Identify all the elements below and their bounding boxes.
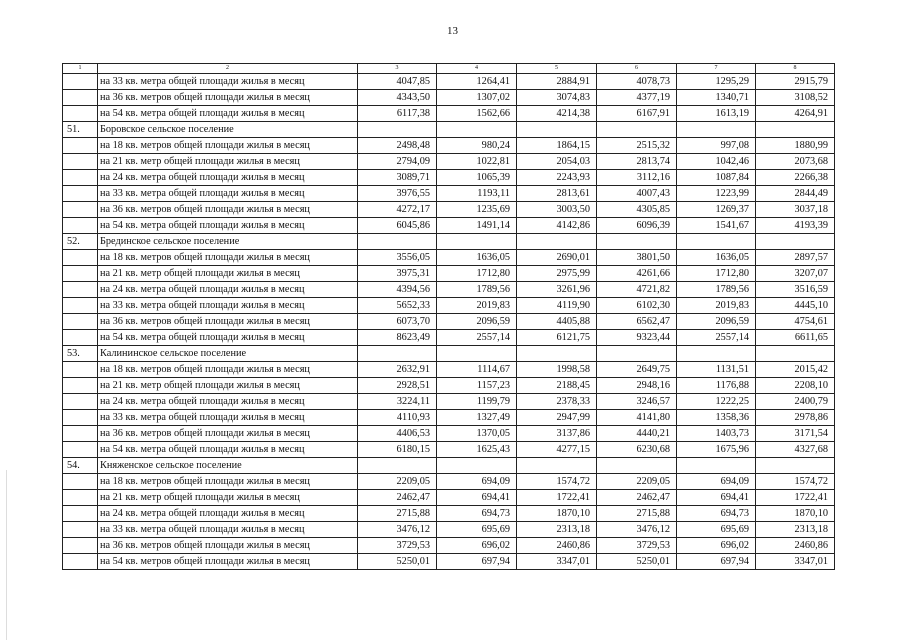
value-cell bbox=[677, 234, 756, 250]
value-cell: 9323,44 bbox=[597, 330, 677, 346]
row-index bbox=[63, 314, 98, 330]
column-number-row bbox=[63, 64, 835, 74]
row-label: на 21 кв. метр общей площади жилья в месяц bbox=[98, 490, 358, 506]
value-cell: 2460,86 bbox=[517, 538, 597, 554]
value-cell: 4261,66 bbox=[597, 266, 677, 282]
value-cell: 3037,18 bbox=[756, 202, 835, 218]
value-cell: 6180,15 bbox=[358, 442, 437, 458]
table-row bbox=[63, 154, 835, 170]
value-cell: 1870,10 bbox=[756, 506, 835, 522]
value-cell: 6073,70 bbox=[358, 314, 437, 330]
value-cell: 3729,53 bbox=[358, 538, 437, 554]
value-cell: 2715,88 bbox=[597, 506, 677, 522]
value-cell: 4047,85 bbox=[358, 74, 437, 90]
row-index bbox=[63, 330, 98, 346]
value-cell: 1712,80 bbox=[437, 266, 517, 282]
value-cell bbox=[756, 346, 835, 362]
table-row bbox=[63, 506, 835, 522]
value-cell: 2054,03 bbox=[517, 154, 597, 170]
value-cell: 3137,86 bbox=[517, 426, 597, 442]
value-cell bbox=[517, 122, 597, 138]
value-cell: 2019,83 bbox=[677, 298, 756, 314]
value-cell: 6230,68 bbox=[597, 442, 677, 458]
value-cell: 1864,15 bbox=[517, 138, 597, 154]
row-index bbox=[63, 218, 98, 234]
value-cell: 3246,57 bbox=[597, 394, 677, 410]
row-label: на 33 кв. метра общей площади жилья в месяц bbox=[98, 410, 358, 426]
row-label: на 33 кв. метра общей площади жилья в месяц bbox=[98, 186, 358, 202]
value-cell: 1613,19 bbox=[677, 106, 756, 122]
value-cell: 2649,75 bbox=[597, 362, 677, 378]
value-cell: 1675,96 bbox=[677, 442, 756, 458]
table-row bbox=[63, 378, 835, 394]
value-cell: 694,73 bbox=[437, 506, 517, 522]
row-index bbox=[63, 170, 98, 186]
value-cell: 1636,05 bbox=[677, 250, 756, 266]
value-cell: 6611,65 bbox=[756, 330, 835, 346]
row-label: на 54 кв. метра общей площади жилья в месяц bbox=[98, 442, 358, 458]
value-cell: 2462,47 bbox=[597, 490, 677, 506]
value-cell: 4141,80 bbox=[597, 410, 677, 426]
value-cell: 694,09 bbox=[437, 474, 517, 490]
table-row bbox=[63, 282, 835, 298]
table-row bbox=[63, 170, 835, 186]
section-header-row bbox=[63, 234, 835, 250]
row-index bbox=[63, 266, 98, 282]
value-cell: 696,02 bbox=[437, 538, 517, 554]
table-row bbox=[63, 490, 835, 506]
value-cell: 2498,48 bbox=[358, 138, 437, 154]
column-number: 7 bbox=[677, 64, 756, 74]
value-cell: 8623,49 bbox=[358, 330, 437, 346]
value-cell: 4405,88 bbox=[517, 314, 597, 330]
value-cell: 3476,12 bbox=[358, 522, 437, 538]
column-number: 1 bbox=[63, 64, 98, 74]
value-cell: 3074,83 bbox=[517, 90, 597, 106]
table-row bbox=[63, 74, 835, 90]
value-cell: 3801,50 bbox=[597, 250, 677, 266]
row-index bbox=[63, 74, 98, 90]
value-cell: 1722,41 bbox=[517, 490, 597, 506]
value-cell: 3976,55 bbox=[358, 186, 437, 202]
table-row bbox=[63, 186, 835, 202]
row-label: на 18 кв. метров общей площади жилья в месяц bbox=[98, 474, 358, 490]
row-label: на 33 кв. метра общей площади жилья в месяц bbox=[98, 74, 358, 90]
row-index bbox=[63, 154, 98, 170]
value-cell: 3476,12 bbox=[597, 522, 677, 538]
value-cell: 2096,59 bbox=[437, 314, 517, 330]
row-label: на 18 кв. метров общей площади жилья в месяц bbox=[98, 138, 358, 154]
value-cell bbox=[756, 458, 835, 474]
value-cell: 2209,05 bbox=[358, 474, 437, 490]
table-row bbox=[63, 442, 835, 458]
value-cell: 4394,56 bbox=[358, 282, 437, 298]
value-cell: 4440,21 bbox=[597, 426, 677, 442]
row-index bbox=[63, 202, 98, 218]
row-label: на 24 кв. метра общей площади жилья в месяц bbox=[98, 170, 358, 186]
row-index bbox=[63, 282, 98, 298]
table-row bbox=[63, 138, 835, 154]
value-cell bbox=[517, 458, 597, 474]
value-cell: 3224,11 bbox=[358, 394, 437, 410]
table-row bbox=[63, 266, 835, 282]
row-index bbox=[63, 442, 98, 458]
table-body bbox=[63, 74, 835, 570]
value-cell: 1358,36 bbox=[677, 410, 756, 426]
row-index bbox=[63, 362, 98, 378]
table-row bbox=[63, 314, 835, 330]
column-number: 6 bbox=[597, 64, 677, 74]
value-cell: 2715,88 bbox=[358, 506, 437, 522]
value-cell: 1789,56 bbox=[437, 282, 517, 298]
value-cell: 4327,68 bbox=[756, 442, 835, 458]
value-cell bbox=[517, 346, 597, 362]
value-cell bbox=[597, 234, 677, 250]
value-cell: 694,41 bbox=[437, 490, 517, 506]
section-header-row bbox=[63, 122, 835, 138]
value-cell: 1880,99 bbox=[756, 138, 835, 154]
value-cell: 1307,02 bbox=[437, 90, 517, 106]
row-label: на 54 кв. метра общей площади жилья в месяц bbox=[98, 330, 358, 346]
value-cell: 1157,23 bbox=[437, 378, 517, 394]
row-label: на 36 кв. метров общей площади жилья в месяц bbox=[98, 202, 358, 218]
table-row bbox=[63, 426, 835, 442]
value-cell bbox=[437, 234, 517, 250]
table-row bbox=[63, 250, 835, 266]
value-cell: 695,69 bbox=[437, 522, 517, 538]
value-cell: 1541,67 bbox=[677, 218, 756, 234]
value-cell bbox=[677, 458, 756, 474]
value-cell: 2243,93 bbox=[517, 170, 597, 186]
table-row bbox=[63, 410, 835, 426]
row-index bbox=[63, 250, 98, 266]
value-cell: 3347,01 bbox=[756, 554, 835, 570]
table-row bbox=[63, 394, 835, 410]
table-row bbox=[63, 554, 835, 570]
value-cell: 695,69 bbox=[677, 522, 756, 538]
row-index bbox=[63, 522, 98, 538]
value-cell: 5250,01 bbox=[358, 554, 437, 570]
value-cell: 3207,07 bbox=[756, 266, 835, 282]
value-cell: 1114,67 bbox=[437, 362, 517, 378]
row-index: 52. bbox=[63, 234, 98, 250]
row-label: на 24 кв. метра общей площади жилья в месяц bbox=[98, 394, 358, 410]
table-row bbox=[63, 474, 835, 490]
value-cell: 1712,80 bbox=[677, 266, 756, 282]
value-cell: 3003,50 bbox=[517, 202, 597, 218]
section-header-row bbox=[63, 346, 835, 362]
value-cell: 3261,96 bbox=[517, 282, 597, 298]
table-row bbox=[63, 538, 835, 554]
value-cell bbox=[597, 458, 677, 474]
value-cell: 1199,79 bbox=[437, 394, 517, 410]
value-cell: 6121,75 bbox=[517, 330, 597, 346]
value-cell: 2073,68 bbox=[756, 154, 835, 170]
row-index bbox=[63, 394, 98, 410]
value-cell: 2378,33 bbox=[517, 394, 597, 410]
value-cell: 2632,91 bbox=[358, 362, 437, 378]
value-cell bbox=[756, 122, 835, 138]
value-cell: 3975,31 bbox=[358, 266, 437, 282]
value-cell: 694,09 bbox=[677, 474, 756, 490]
value-cell: 1042,46 bbox=[677, 154, 756, 170]
value-cell bbox=[358, 346, 437, 362]
value-cell: 4343,50 bbox=[358, 90, 437, 106]
table-row bbox=[63, 298, 835, 314]
value-cell bbox=[677, 346, 756, 362]
value-cell bbox=[437, 346, 517, 362]
value-cell: 4272,17 bbox=[358, 202, 437, 218]
value-cell: 3171,54 bbox=[756, 426, 835, 442]
row-label: на 36 кв. метров общей площади жилья в месяц bbox=[98, 314, 358, 330]
value-cell: 2266,38 bbox=[756, 170, 835, 186]
value-cell: 1235,69 bbox=[437, 202, 517, 218]
column-number: 4 bbox=[437, 64, 517, 74]
value-cell: 1998,58 bbox=[517, 362, 597, 378]
row-label: на 54 кв. метра общей площади жилья в месяц bbox=[98, 218, 358, 234]
value-cell: 2897,57 bbox=[756, 250, 835, 266]
row-index bbox=[63, 378, 98, 394]
column-number: 5 bbox=[517, 64, 597, 74]
value-cell: 4193,39 bbox=[756, 218, 835, 234]
value-cell: 1403,73 bbox=[677, 426, 756, 442]
value-cell: 697,94 bbox=[677, 554, 756, 570]
value-cell bbox=[437, 458, 517, 474]
value-cell bbox=[358, 458, 437, 474]
row-index bbox=[63, 186, 98, 202]
value-cell: 2813,74 bbox=[597, 154, 677, 170]
table-row bbox=[63, 202, 835, 218]
value-cell bbox=[517, 234, 597, 250]
scan-edge bbox=[6, 470, 7, 640]
row-index bbox=[63, 554, 98, 570]
value-cell: 2947,99 bbox=[517, 410, 597, 426]
value-cell: 2019,83 bbox=[437, 298, 517, 314]
value-cell: 2188,45 bbox=[517, 378, 597, 394]
value-cell bbox=[358, 122, 437, 138]
value-cell: 4305,85 bbox=[597, 202, 677, 218]
table-row bbox=[63, 90, 835, 106]
value-cell: 4754,61 bbox=[756, 314, 835, 330]
value-cell: 6117,38 bbox=[358, 106, 437, 122]
table-row bbox=[63, 218, 835, 234]
value-cell bbox=[677, 122, 756, 138]
value-cell: 1222,25 bbox=[677, 394, 756, 410]
value-cell: 4110,93 bbox=[358, 410, 437, 426]
value-cell: 6096,39 bbox=[597, 218, 677, 234]
column-number: 3 bbox=[358, 64, 437, 74]
value-cell: 2015,42 bbox=[756, 362, 835, 378]
value-cell: 2557,14 bbox=[437, 330, 517, 346]
value-cell: 2313,18 bbox=[517, 522, 597, 538]
value-cell: 4007,43 bbox=[597, 186, 677, 202]
value-cell: 2928,51 bbox=[358, 378, 437, 394]
value-cell: 1193,11 bbox=[437, 186, 517, 202]
value-cell: 997,08 bbox=[677, 138, 756, 154]
value-cell: 3112,16 bbox=[597, 170, 677, 186]
row-label: на 36 кв. метров общей площади жилья в месяц bbox=[98, 538, 358, 554]
value-cell: 980,24 bbox=[437, 138, 517, 154]
row-label: на 33 кв. метра общей площади жилья в месяц bbox=[98, 298, 358, 314]
value-cell: 1131,51 bbox=[677, 362, 756, 378]
section-header-row bbox=[63, 458, 835, 474]
row-label: на 24 кв. метра общей площади жилья в месяц bbox=[98, 506, 358, 522]
value-cell: 1636,05 bbox=[437, 250, 517, 266]
row-index bbox=[63, 138, 98, 154]
value-cell: 2978,86 bbox=[756, 410, 835, 426]
value-cell: 1370,05 bbox=[437, 426, 517, 442]
row-index bbox=[63, 474, 98, 490]
value-cell: 3347,01 bbox=[517, 554, 597, 570]
value-cell: 4277,15 bbox=[517, 442, 597, 458]
value-cell: 2313,18 bbox=[756, 522, 835, 538]
column-number: 8 bbox=[756, 64, 835, 74]
value-cell: 2096,59 bbox=[677, 314, 756, 330]
row-index: 51. bbox=[63, 122, 98, 138]
value-cell: 3556,05 bbox=[358, 250, 437, 266]
value-cell: 1176,88 bbox=[677, 378, 756, 394]
value-cell: 1264,41 bbox=[437, 74, 517, 90]
table-row bbox=[63, 330, 835, 346]
value-cell: 694,41 bbox=[677, 490, 756, 506]
value-cell: 1722,41 bbox=[756, 490, 835, 506]
value-cell: 1870,10 bbox=[517, 506, 597, 522]
value-cell: 2794,09 bbox=[358, 154, 437, 170]
value-cell: 1022,81 bbox=[437, 154, 517, 170]
column-number: 2 bbox=[98, 64, 358, 74]
value-cell: 696,02 bbox=[677, 538, 756, 554]
row-label: на 18 кв. метров общей площади жилья в месяц bbox=[98, 362, 358, 378]
value-cell: 2208,10 bbox=[756, 378, 835, 394]
value-cell: 1340,71 bbox=[677, 90, 756, 106]
value-cell: 694,73 bbox=[677, 506, 756, 522]
value-cell: 1491,14 bbox=[437, 218, 517, 234]
value-cell: 2400,79 bbox=[756, 394, 835, 410]
row-label: на 21 кв. метр общей площади жилья в месяц bbox=[98, 154, 358, 170]
value-cell: 1562,66 bbox=[437, 106, 517, 122]
value-cell: 1789,56 bbox=[677, 282, 756, 298]
row-label: на 36 кв. метров общей площади жилья в месяц bbox=[98, 90, 358, 106]
row-index bbox=[63, 298, 98, 314]
value-cell: 6562,47 bbox=[597, 314, 677, 330]
row-index: 54. bbox=[63, 458, 98, 474]
value-cell: 2884,91 bbox=[517, 74, 597, 90]
value-cell: 4078,73 bbox=[597, 74, 677, 90]
value-cell: 2209,05 bbox=[597, 474, 677, 490]
value-cell: 697,94 bbox=[437, 554, 517, 570]
value-cell: 6167,91 bbox=[597, 106, 677, 122]
row-label: на 54 кв. метров общей площади жилья в месяц bbox=[98, 554, 358, 570]
row-index bbox=[63, 106, 98, 122]
value-cell: 3089,71 bbox=[358, 170, 437, 186]
row-label: на 33 кв. метра общей площади жилья в месяц bbox=[98, 522, 358, 538]
row-index bbox=[63, 426, 98, 442]
value-cell: 4214,38 bbox=[517, 106, 597, 122]
value-cell bbox=[597, 122, 677, 138]
value-cell: 4142,86 bbox=[517, 218, 597, 234]
value-cell: 1625,43 bbox=[437, 442, 517, 458]
settlement-name: Боровское сельское поселение bbox=[98, 122, 358, 138]
settlement-name: Княженское сельское поселение bbox=[98, 458, 358, 474]
tariff-table-container bbox=[62, 63, 834, 570]
row-label: на 21 кв. метр общей площади жилья в месяц bbox=[98, 378, 358, 394]
value-cell: 5652,33 bbox=[358, 298, 437, 314]
value-cell bbox=[437, 122, 517, 138]
value-cell: 4119,90 bbox=[517, 298, 597, 314]
value-cell: 1065,39 bbox=[437, 170, 517, 186]
value-cell: 2975,99 bbox=[517, 266, 597, 282]
table-row bbox=[63, 522, 835, 538]
value-cell: 4264,91 bbox=[756, 106, 835, 122]
value-cell: 6045,86 bbox=[358, 218, 437, 234]
row-index bbox=[63, 506, 98, 522]
page-number: 13 bbox=[447, 25, 458, 37]
value-cell: 5250,01 bbox=[597, 554, 677, 570]
value-cell: 2460,86 bbox=[756, 538, 835, 554]
value-cell: 1269,37 bbox=[677, 202, 756, 218]
row-index bbox=[63, 490, 98, 506]
value-cell bbox=[597, 346, 677, 362]
value-cell: 1574,72 bbox=[756, 474, 835, 490]
value-cell: 3729,53 bbox=[597, 538, 677, 554]
value-cell: 2948,16 bbox=[597, 378, 677, 394]
value-cell: 4721,82 bbox=[597, 282, 677, 298]
row-label: на 36 кв. метров общей площади жилья в месяц bbox=[98, 426, 358, 442]
value-cell: 2915,79 bbox=[756, 74, 835, 90]
value-cell: 2813,61 bbox=[517, 186, 597, 202]
row-label: на 54 кв. метра общей площади жилья в месяц bbox=[98, 106, 358, 122]
value-cell: 4406,53 bbox=[358, 426, 437, 442]
value-cell: 4377,19 bbox=[597, 90, 677, 106]
value-cell: 4445,10 bbox=[756, 298, 835, 314]
row-index: 53. bbox=[63, 346, 98, 362]
value-cell: 2557,14 bbox=[677, 330, 756, 346]
row-label: на 18 кв. метров общей площади жилья в месяц bbox=[98, 250, 358, 266]
value-cell: 2690,01 bbox=[517, 250, 597, 266]
value-cell: 2844,49 bbox=[756, 186, 835, 202]
value-cell bbox=[358, 234, 437, 250]
value-cell: 1327,49 bbox=[437, 410, 517, 426]
row-index bbox=[63, 410, 98, 426]
value-cell: 3516,59 bbox=[756, 282, 835, 298]
table-row bbox=[63, 106, 835, 122]
value-cell: 1295,29 bbox=[677, 74, 756, 90]
tariff-table bbox=[62, 63, 835, 570]
settlement-name: Калининское сельское поселение bbox=[98, 346, 358, 362]
row-index bbox=[63, 538, 98, 554]
settlement-name: Брединское сельское поселение bbox=[98, 234, 358, 250]
value-cell bbox=[756, 234, 835, 250]
value-cell: 1574,72 bbox=[517, 474, 597, 490]
value-cell: 6102,30 bbox=[597, 298, 677, 314]
value-cell: 1087,84 bbox=[677, 170, 756, 186]
table-row bbox=[63, 362, 835, 378]
value-cell: 2515,32 bbox=[597, 138, 677, 154]
row-label: на 24 кв. метра общей площади жилья в месяц bbox=[98, 282, 358, 298]
value-cell: 3108,52 bbox=[756, 90, 835, 106]
row-index bbox=[63, 90, 98, 106]
value-cell: 1223,99 bbox=[677, 186, 756, 202]
value-cell: 2462,47 bbox=[358, 490, 437, 506]
row-label: на 21 кв. метр общей площади жилья в месяц bbox=[98, 266, 358, 282]
